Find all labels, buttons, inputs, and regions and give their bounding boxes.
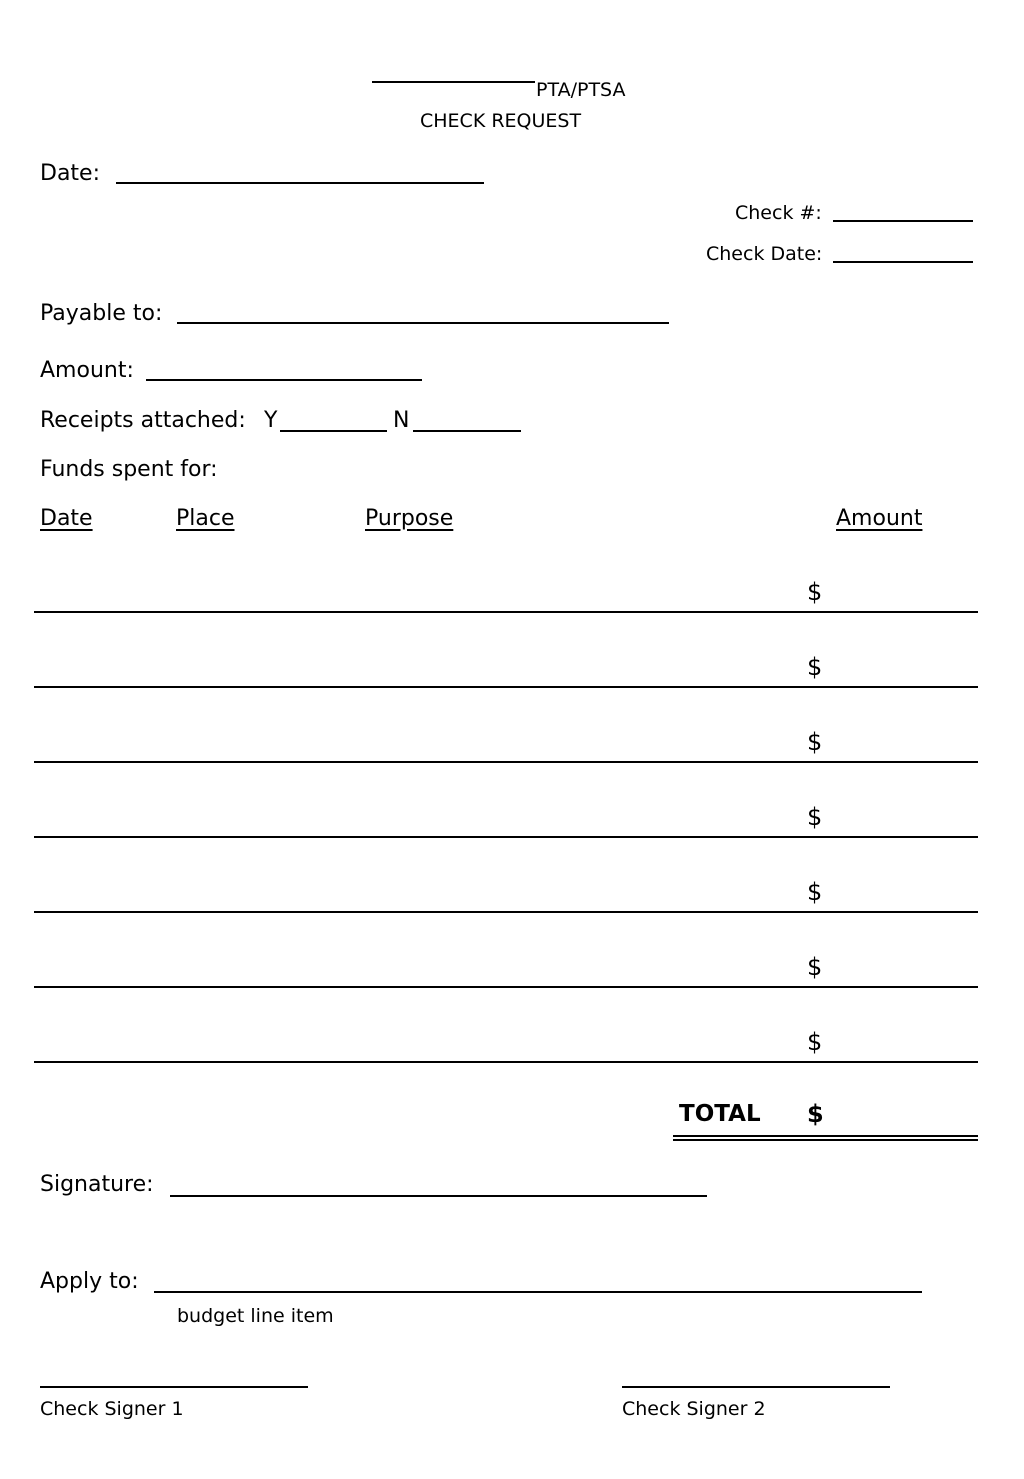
- signer1-field[interactable]: [40, 1386, 308, 1388]
- row-line: [34, 686, 978, 688]
- date-label: Date:: [40, 161, 100, 186]
- signer1-label: Check Signer 1: [40, 1398, 184, 1420]
- signature-field[interactable]: [170, 1195, 707, 1197]
- check-number-label: Check #:: [735, 202, 822, 224]
- row-line: [34, 761, 978, 763]
- amount-field[interactable]: [146, 379, 422, 381]
- column-header-date: Date: [40, 506, 93, 531]
- total-field[interactable]: [673, 1135, 978, 1141]
- total-currency: $: [807, 1100, 824, 1128]
- row-currency: $: [807, 803, 823, 831]
- form-title: CHECK REQUEST: [420, 110, 582, 132]
- check-date-label: Check Date:: [706, 243, 823, 265]
- row-currency: $: [807, 728, 823, 756]
- signer2-label: Check Signer 2: [622, 1398, 766, 1420]
- row-currency: $: [807, 878, 823, 906]
- apply-hint: budget line item: [177, 1305, 334, 1327]
- row-currency: $: [807, 578, 823, 606]
- column-header-place: Place: [176, 506, 235, 531]
- apply-label: Apply to:: [40, 1269, 139, 1294]
- row-line: [34, 1061, 978, 1063]
- date-field[interactable]: [116, 182, 484, 184]
- receipts-yes-label: Y: [264, 408, 278, 433]
- signature-label: Signature:: [40, 1172, 154, 1197]
- check-date-field[interactable]: [833, 261, 973, 263]
- signer2-field[interactable]: [622, 1386, 890, 1388]
- receipts-no-label: N: [393, 408, 410, 433]
- column-header-purpose: Purpose: [365, 506, 454, 531]
- row-line: [34, 986, 978, 988]
- row-line: [34, 911, 978, 913]
- row-currency: $: [807, 1028, 823, 1056]
- row-line: [34, 611, 978, 613]
- apply-field[interactable]: [154, 1291, 922, 1293]
- row-currency: $: [807, 953, 823, 981]
- row-currency: $: [807, 653, 823, 681]
- payable-label: Payable to:: [40, 301, 163, 326]
- org-suffix: PTA/PTSA: [536, 79, 626, 101]
- check-number-field[interactable]: [833, 220, 973, 222]
- row-line: [34, 836, 978, 838]
- receipts-no-field[interactable]: [413, 430, 521, 432]
- org-name-blank[interactable]: [372, 81, 535, 83]
- column-header-amount: Amount: [836, 506, 923, 531]
- receipts-label: Receipts attached:: [40, 408, 246, 433]
- total-label: TOTAL: [679, 1101, 761, 1127]
- funds-label: Funds spent for:: [40, 457, 218, 482]
- receipts-yes-field[interactable]: [280, 430, 387, 432]
- payable-field[interactable]: [177, 322, 669, 324]
- amount-label: Amount:: [40, 358, 134, 383]
